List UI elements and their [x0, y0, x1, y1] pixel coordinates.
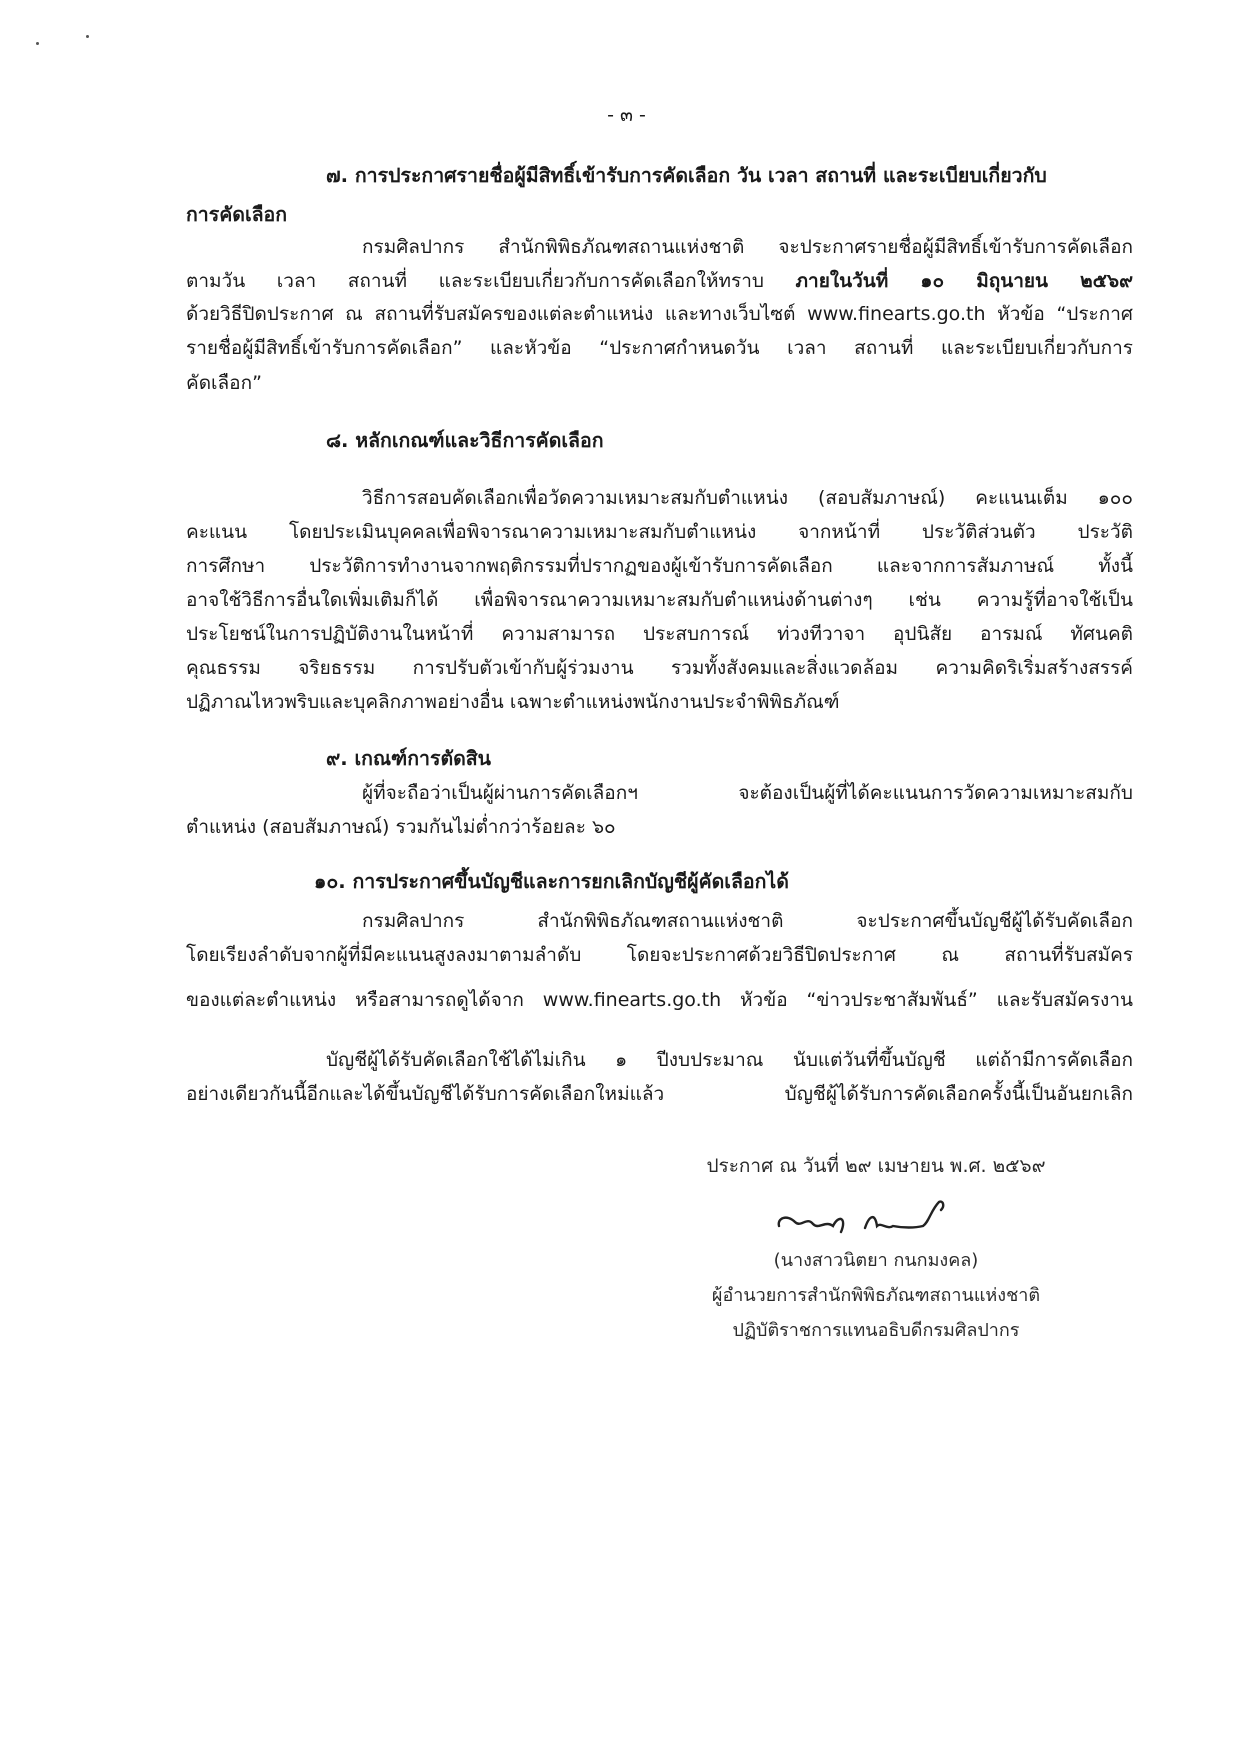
section-8-line: อาจใช้วิธีการอื่นใดเพิ่มเติมก็ได้ เพื่อพิจารณาความเหมาะสมกับตำแหน่งด้านต่างๆ เช่น ความรู้ที่อาจใช้เป็น: [186, 589, 1133, 611]
scan-speck: [86, 35, 89, 38]
signer-name: (นางสาวนิตยา กนกมงคล): [773, 1250, 979, 1271]
section-7-line: ตามวัน เวลา สถานที่ และระเบียบเกี่ยวกับการคัดเลือกให้ทราบ ภายในวันที่ ๑๐ มิถุนายน ๒๕๖๙: [186, 270, 1133, 292]
section-7-heading-cont: การคัดเลือก: [186, 203, 288, 226]
section-8-heading: ๘. หลักเกณฑ์และวิธีการคัดเลือก: [326, 429, 604, 452]
section-9-line: ผู้ที่จะถือว่าเป็นผู้ผ่านการคัดเลือกฯ จะต้องเป็นผู้ที่ได้คะแนนการวัดความเหมาะสมกับ: [362, 782, 1133, 804]
section-7-heading: ๗. การประกาศรายชื่อผู้มีสิทธิ์เข้ารับการคัดเลือก วัน เวลา สถานที่ และระเบียบเกี่ยวกับ: [326, 164, 1047, 187]
section-7-line: รายชื่อผู้มีสิทธิ์เข้ารับการคัดเลือก” และหัวข้อ “ประกาศกำหนดวัน เวลา สถานที่ และระเบียบเกี่ยวกับการ: [186, 337, 1133, 359]
page-number: - ๓ -: [607, 104, 646, 126]
section-8-line: คะแนน โดยประเมินบุคคลเพื่อพิจารณาความเหมาะสมกับตำแหน่ง จากหน้าที่ ประวัติส่วนตัว ประวัติ: [186, 521, 1133, 543]
announcement-date: ประกาศ ณ วันที่ ๒๙ เมษายน พ.ศ. ๒๕๖๙: [706, 1155, 1046, 1177]
section-8-line: ปฏิภาณไหวพริบและบุคลิกภาพอย่างอื่น เฉพาะตำแหน่งพนักงานประจำพิพิธภัณฑ์: [186, 691, 840, 713]
deadline-date: ภายในวันที่ ๑๐ มิถุนายน ๒๕๖๙: [795, 270, 1133, 292]
section-7-line: กรมศิลปากร สำนักพิพิธภัณฑสถานแห่งชาติ จะประกาศรายชื่อผู้มีสิทธิ์เข้ารับการคัดเลือก: [362, 236, 1133, 258]
section-8-line: วิธีการสอบคัดเลือกเพื่อวัดความเหมาะสมกับตำแหน่ง (สอบสัมภาษณ์) คะแนนเต็ม ๑๐๐: [362, 487, 1133, 509]
section-10-line: บัญชีผู้ได้รับคัดเลือกใช้ได้ไม่เกิน ๑ ปีงบประมาณ นับแต่วันที่ขึ้นบัญชี แต่ถ้ามีการคัดเลือก: [326, 1049, 1133, 1071]
section-10-heading: ๑๐. การประกาศขึ้นบัญชีและการยกเลิกบัญชีผู้คัดเลือกได้: [314, 870, 789, 893]
section-8-line: การศึกษา ประวัติการทำงานจากพฤติกรรมที่ปรากฏของผู้เข้ารับการคัดเลือก และจากการสัมภาษณ์ ทั้งนี้: [186, 555, 1133, 577]
section-10-line: กรมศิลปากร สำนักพิพิธภัณฑสถานแห่งชาติ จะประกาศขึ้นบัญชีผู้ได้รับคัดเลือก: [362, 910, 1133, 932]
handwritten-signature: [773, 1192, 973, 1240]
section-10-line: ของแต่ละตำแหน่ง หรือสามารถดูได้จาก www.finearts.go.th หัวข้อ “ข่าวประชาสัมพันธ์” และรับสมัครงาน: [186, 989, 1133, 1011]
scan-speck: [36, 42, 39, 45]
section-9-heading: ๙. เกณฑ์การตัดสิน: [326, 747, 492, 770]
section-10-line: อย่างเดียวกันนี้อีกและได้ขึ้นบัญชีได้รับการคัดเลือกใหม่แล้ว บัญชีผู้ได้รับการคัดเลือกครั้งนี้เป็นอันยกเลิก: [186, 1083, 1133, 1105]
section-10-line: โดยเรียงลำดับจากผู้ที่มีคะแนนสูงลงมาตามลำดับ โดยจะประกาศด้วยวิธีปิดประกาศ ณ สถานที่รับสมัคร: [186, 944, 1133, 966]
section-8-line: คุณธรรม จริยธรรม การปรับตัวเข้ากับผู้ร่วมงาน รวมทั้งสังคมและสิ่งแวดล้อม ความคิดริเริ่มสร้างสรรค์: [186, 657, 1133, 679]
section-9-line: ตำแหน่ง (สอบสัมภาษณ์) รวมกันไม่ต่ำกว่าร้อยละ ๖๐: [186, 816, 616, 838]
signer-title-acting: ปฏิบัติราชการแทนอธิบดีกรมศิลปากร: [732, 1320, 1020, 1341]
signer-title: ผู้อำนวยการสำนักพิพิธภัณฑสถานแห่งชาติ: [711, 1285, 1041, 1306]
section-7-line: คัดเลือก”: [186, 372, 262, 394]
section-7-line: ด้วยวิธีปิดประกาศ ณ สถานที่รับสมัครของแต่ละตำแหน่ง และทางเว็บไซต์ www.finearts.go.th หัวข้อ “ประกาศ: [186, 303, 1133, 325]
section-8-line: ประโยชน์ในการปฏิบัติงานในหน้าที่ ความสามารถ ประสบการณ์ ท่วงทีวาจา อุปนิสัย อารมณ์ ทัศนคติ: [186, 623, 1133, 645]
